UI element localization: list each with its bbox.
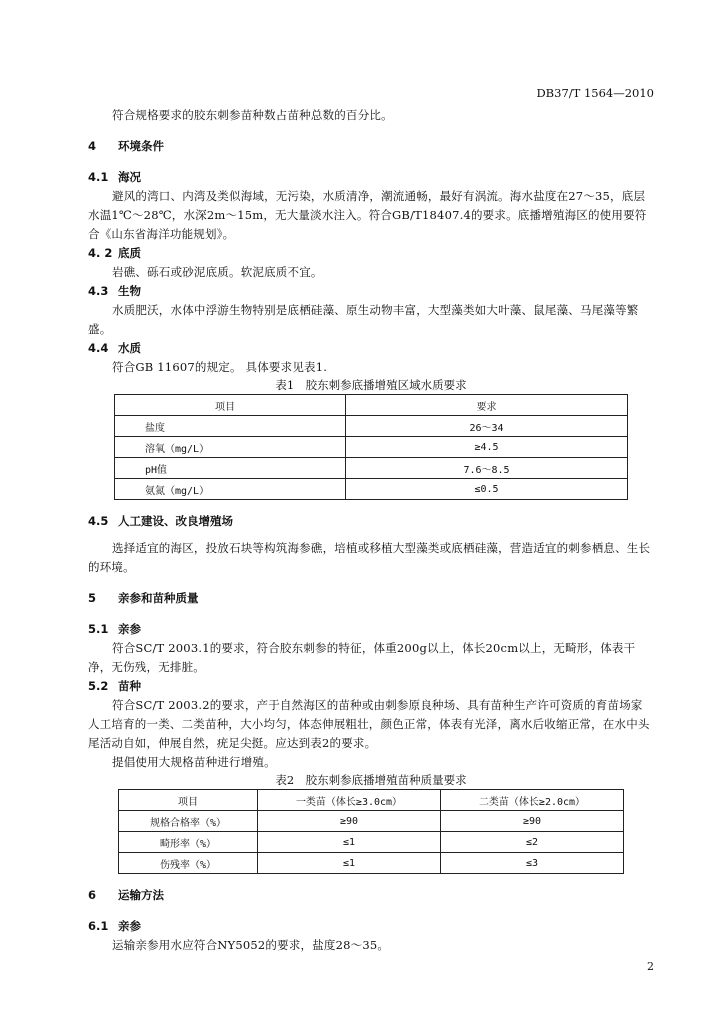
section-4-heading: 4 环境条件 — [88, 139, 164, 153]
section-4-5-paragraph: 选择适宜的海区，投放石块等构筑海参礁，培植或移植大型藻类或底栖硅藻，营造适宜的刺参栖息、生长的环境。 — [88, 541, 651, 574]
section-4-1-heading: 4.1 海况 — [88, 170, 141, 184]
section-5-heading: 5 亲参和苗种质量 — [88, 591, 199, 605]
table-row — [115, 458, 628, 479]
table-header-cell: 一类苗（体长≥3.0cm） — [258, 790, 441, 811]
table-cell: pH值 — [115, 458, 346, 479]
table-2-caption: 表2 胶东刺参底播增殖苗种质量要求 — [275, 773, 467, 787]
table-1-water-quality — [114, 394, 628, 500]
table-cell: 规格合格率（%） — [119, 811, 258, 832]
section-4-4-heading: 4.4 水质 — [88, 341, 141, 355]
table-header-row — [119, 790, 624, 811]
section-4-2-paragraph: 岩礁、砾石或砂泥底质。软泥底质不宜。 — [112, 265, 323, 279]
table-cell: ≤3 — [441, 853, 624, 874]
table-cell: 伤残率（%） — [119, 853, 258, 874]
table-cell: 畸形率（%） — [119, 832, 258, 853]
table-cell: ≤1 — [258, 853, 441, 874]
section-6-1-heading: 6.1 亲参 — [88, 919, 141, 933]
section-4-3-heading: 4.3 生物 — [88, 284, 141, 298]
table-row — [119, 832, 624, 853]
table-header-cell: 项目 — [115, 395, 346, 416]
table-row — [115, 437, 628, 458]
document-body — [88, 106, 654, 955]
table-row — [115, 416, 628, 437]
table-cell: ≥90 — [441, 811, 624, 832]
table-header-cell: 项目 — [119, 790, 258, 811]
document-code: DB37/T 1564—2010 — [536, 86, 654, 100]
table-cell: 26～34 — [346, 416, 628, 437]
table-cell: ≤2 — [441, 832, 624, 853]
table-cell: ≥4.5 — [346, 437, 628, 458]
table-cell: 氨氮（mg/L） — [115, 479, 346, 500]
table-row — [119, 811, 624, 832]
section-5-2-heading: 5.2 苗种 — [88, 679, 141, 693]
table-cell: ≤0.5 — [346, 479, 628, 500]
table-cell: 溶氧（mg/L） — [115, 437, 346, 458]
section-6-heading: 6 运输方法 — [88, 888, 164, 902]
table-header-cell: 二类苗（体长≥2.0cm） — [441, 790, 624, 811]
intro-paragraph: 符合规格要求的胶东刺参苗种数占苗种总数的百分比。 — [112, 108, 393, 122]
section-5-1-paragraph: 符合SC/T 2003.1的要求，符合胶东刺参的特征，体重200g以上，体长20cm以上，无畸形，体表干净，无伤残，无排脏。 — [88, 641, 636, 674]
section-4-2-heading: 4. 2 底质 — [88, 246, 141, 260]
table-cell: ≤1 — [258, 832, 441, 853]
section-4-3-paragraph: 水质肥沃，水体中浮游生物特别是底栖硅藻、原生动物丰富，大型藻类如大叶藻、鼠尾藻、马尾藻等繁盛。 — [88, 303, 639, 336]
section-4-4-paragraph: 符合GB 11607的规定。 具体要求见表1. — [112, 360, 328, 374]
table-header-cell: 要求 — [346, 395, 628, 416]
section-5-1-heading: 5.1 亲参 — [88, 622, 141, 636]
section-5-2-paragraph-2: 提倡使用大规格苗种进行增殖。 — [112, 755, 276, 769]
table-1-caption: 表1 胶东刺参底播增殖区域水质要求 — [275, 378, 467, 392]
table-row — [115, 479, 628, 500]
table-row — [119, 853, 624, 874]
table-2-seedling-quality — [118, 789, 624, 874]
section-4-1-paragraph: 避风的湾口、内湾及类似海域，无污染，水质清净，潮流通畅，最好有涡流。海水盐度在27～35，底层水温1℃～28℃，水深2m～15m，无大量淡水注入。符合GB/T18407.4的要求。底播增殖海区的使用要符合《山东省海洋功能规划》。 — [88, 189, 647, 241]
table-cell: 盐度 — [115, 416, 346, 437]
section-5-2-paragraph: 符合SC/T 2003.2的要求，产于自然海区的苗种或由刺参原良种场、具有苗种生产许可资质的育苗场家人工培育的一类、二类苗种，大小均匀，体态伸展粗壮，颜色正常，体表有光泽，离水后收缩正常，在水中头尾活动自如，伸展自然，疣足尖挺。应达到表2的要求。 — [88, 698, 650, 750]
table-header-row — [115, 395, 628, 416]
section-4-5-heading: 4.5 人工建设、改良增殖场 — [88, 514, 233, 528]
page-number: 2 — [647, 960, 654, 973]
table-cell: ≥90 — [258, 811, 441, 832]
table-cell: 7.6～8.5 — [346, 458, 628, 479]
section-6-1-paragraph: 运输亲参用水应符合NY5052的要求，盐度28～35。 — [112, 938, 390, 952]
